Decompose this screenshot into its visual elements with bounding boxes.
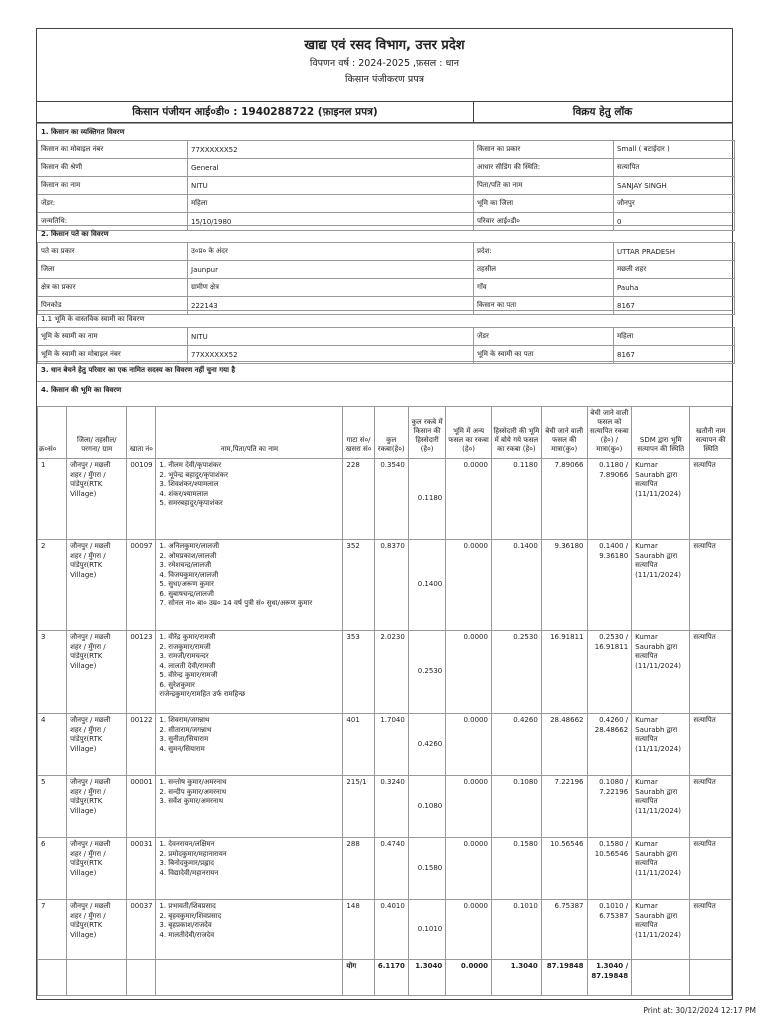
owner-names-cell [156, 776, 343, 838]
owner-name: 7. सोनल ना० बा० उम्र० 14 वर्ष पुत्री सं० सुधा/अरूण कुमार [159, 599, 313, 607]
gata-cell: 288 [343, 838, 374, 900]
sown-area-cell: 0.1080 [491, 776, 541, 838]
sdm-status-cell: Kumar Saurabh द्वारा सत्यापित (11/11/2024) [632, 631, 690, 714]
location-cell: जौनपुर / मछली शहर / मुँगरा / पांडेपुर(RTK Village) [67, 540, 127, 631]
field-label: जन्मतिथि: [38, 213, 188, 231]
field-value: NITU [188, 177, 474, 195]
share-cell: 0.2530 [408, 631, 445, 714]
registration-document [36, 28, 733, 1000]
land-details-table [37, 406, 732, 996]
total-area-cell: 1.7040 [374, 714, 408, 776]
share-cell: 0.1010 [408, 900, 445, 960]
other-crop-cell: 0.0000 [446, 714, 492, 776]
owner-names-cell [156, 714, 343, 776]
land-header-row [38, 407, 732, 459]
owner-name: 1. नीलम देवी/कृपाशंकर [159, 461, 222, 469]
land-column-header: भूमि में अन्य फसल का रकबा (हे०) [446, 407, 492, 459]
land-row [38, 459, 732, 540]
section-owner-title: 1.1 भूमि के वास्तविक स्वामी का विवरण [37, 310, 732, 327]
serial-cell: 5 [38, 776, 67, 838]
gata-cell: 401 [343, 714, 374, 776]
sdm-status-cell: Kumar Saurabh द्वारा सत्यापित (11/11/2024) [632, 838, 690, 900]
total-area-cell: 0.8370 [374, 540, 408, 631]
detail-row [38, 328, 735, 346]
field-value: महिला [188, 195, 474, 213]
owner-name: 3. बिनोदकुमार/प्रह्लाद [159, 859, 214, 867]
owner-name: 2. सन्दीप कुमार/अमरनाथ [159, 787, 227, 796]
owner-name: 4. शंकर/श्यामलाल [159, 489, 209, 498]
owner-name: 4. सुमन/सियाराम [159, 744, 205, 753]
land-column-header: SDM द्वारा भूमि सत्यापन की स्थिति [632, 407, 690, 459]
total-area-cell: 0.4740 [374, 838, 408, 900]
field-value: 8167 [614, 346, 735, 364]
section-nominee-title: 3. धान बेचने हेतु परिवार का एक नामित सदस्य का विवरण नहीं चुना गया है [37, 361, 732, 378]
total-area-cell: 0.4010 [374, 900, 408, 960]
field-value: SANJAY SINGH [614, 177, 735, 195]
owner-name: 4. विद्यादेवी/महानरायन [159, 868, 219, 877]
address-details-table [37, 242, 735, 315]
registration-id: किसान पंजीयन आई०डी० : 1940288722 (फ़ाइनल प्रपत्र) [37, 102, 474, 122]
field-value: 77XXXXXX52 [188, 141, 474, 159]
quantity-cell: 7.89066 [541, 459, 587, 540]
field-value: ग्रामीण क्षेत्र [188, 279, 474, 297]
quantity-cell: 10.56546 [541, 838, 587, 900]
land-column-header: कुल रकबे में किसान की हिस्सेदारी (हे०) [408, 407, 445, 459]
land-row [38, 838, 732, 900]
verified-cell: 0.2530 / 16.91811 [587, 631, 632, 714]
other-crop-sum: 0.0000 [446, 960, 492, 996]
field-value: 8167 [614, 297, 735, 315]
owner-name: 4. विजयकुमार/लालजी [159, 570, 219, 579]
quantity-cell: 28.48662 [541, 714, 587, 776]
owner-name: 1. अनिलकुमार/लालजी [159, 542, 220, 550]
print-timestamp: Print at: 30/12/2024 12:17 PM [643, 1006, 756, 1015]
land-column-header: हिस्सेदारी की भूमि में बोये गये फसल का रकबा (हे०) [491, 407, 541, 459]
field-label: जिला [38, 261, 188, 279]
total-area-cell: 0.3240 [374, 776, 408, 838]
owner-name: 5. वीरेन्द्र कुमार/रामजी [159, 671, 218, 679]
sdm-status-cell: Kumar Saurabh द्वारा सत्यापित (11/11/2024) [632, 714, 690, 776]
other-crop-cell: 0.0000 [446, 631, 492, 714]
share-cell: 0.4260 [408, 714, 445, 776]
share-sum: 1.3040 [408, 960, 445, 996]
serial-cell: 7 [38, 900, 67, 960]
detail-row [38, 243, 735, 261]
field-value: मछली शहर [614, 261, 735, 279]
empty-cell [632, 960, 690, 996]
khata-cell: 00097 [127, 540, 156, 631]
owner-name: 3. सुनीता/सियाराम [159, 735, 209, 743]
quantity-sum: 87.19848 [541, 960, 587, 996]
field-label: भूमि के स्वामी का मोबाइल नंबर [38, 346, 188, 364]
location-cell: जौनपुर / मछली शहर / मुँगरा / पांडेपुर(RTK Village) [67, 631, 127, 714]
owner-name: 3. रामजी/रामचन्दर [159, 652, 209, 660]
field-value: सत्यापित [614, 159, 735, 177]
total-area-cell: 0.3540 [374, 459, 408, 540]
khatauni-status-cell: सत्यापित [690, 838, 732, 900]
verified-cell: 0.1080 / 7.22196 [587, 776, 632, 838]
owner-name: 5. सुधा/अरूण कुमार [159, 580, 214, 588]
quantity-cell: 9.36180 [541, 540, 587, 631]
land-column-header: बेची जाने वाली फसल को सत्यापित रकबा (हे०) / मात्रा(कु०) [587, 407, 632, 459]
empty-cell [38, 960, 67, 996]
sdm-status-cell: Kumar Saurabh द्वारा सत्यापित (11/11/2024) [632, 776, 690, 838]
sown-area-cell: 0.1400 [491, 540, 541, 631]
serial-cell: 6 [38, 838, 67, 900]
owner-name: 1. वीरेंद्र कुमार/रामजी [159, 633, 216, 641]
empty-cell [156, 960, 343, 996]
land-column-header: क्र०सं० [38, 407, 67, 459]
sown-area-cell: 0.1180 [491, 459, 541, 540]
owner-name: 4. लालती देवी/रामजी [159, 661, 216, 670]
owner-names-cell [156, 540, 343, 631]
owner-names-cell [156, 838, 343, 900]
serial-cell: 2 [38, 540, 67, 631]
land-column-header: खाता नं० [127, 407, 156, 459]
owner-name: 6. सुबाषचन्द्र/लालजी [159, 589, 214, 598]
land-row [38, 631, 732, 714]
field-label: किसान का नाम [38, 177, 188, 195]
khatauni-status-cell: सत्यापित [690, 900, 732, 960]
field-value: Pauha [614, 279, 735, 297]
detail-row [38, 177, 735, 195]
field-label: भूमि के स्वामी का नाम [38, 328, 188, 346]
owner-name: 3. रमेशचन्द्र/लालजी [159, 561, 212, 569]
section-personal-title: 1. किसान का व्यक्तिगत विवरण [37, 123, 732, 140]
season-line: विपणन वर्ष : 2024-2025 ,फ़सल : धान [309, 58, 460, 69]
khatauni-status-cell: सत्यापित [690, 540, 732, 631]
owner-name: 6. सुरेशकुमार [159, 680, 195, 689]
field-value: Small ( बटाईदार ) [614, 141, 735, 159]
field-label: किसान की श्रेणी [38, 159, 188, 177]
gata-cell: 228 [343, 459, 374, 540]
sown-area-cell: 0.1580 [491, 838, 541, 900]
serial-cell: 4 [38, 714, 67, 776]
owner-name: 1. सन्तोष कुमार/अमरनाथ [159, 778, 227, 786]
total-area-cell: 2.0230 [374, 631, 408, 714]
land-column-header: खतौनी नाम सत्यापन की स्थिति [690, 407, 732, 459]
location-cell: जौनपुर / मछली शहर / मुँगरा / पांडेपुर(RTK Village) [67, 838, 127, 900]
land-row [38, 900, 732, 960]
field-value: उ०प्र० के अंदर [188, 243, 474, 261]
detail-row [38, 195, 735, 213]
field-label: परिवार आई०डी० [474, 213, 614, 231]
verified-cell: 0.1400 / 9.36180 [587, 540, 632, 631]
gata-cell: 353 [343, 631, 374, 714]
field-label: आधार सीडिंग की स्थिति: [474, 159, 614, 177]
field-label: गाँव [474, 279, 614, 297]
sdm-status-cell: Kumar Saurabh द्वारा सत्यापित (11/11/2024) [632, 459, 690, 540]
quantity-cell: 7.22196 [541, 776, 587, 838]
khata-cell: 00109 [127, 459, 156, 540]
field-value: जौनपुर [614, 195, 735, 213]
serial-cell: 1 [38, 459, 67, 540]
empty-cell [690, 960, 732, 996]
field-value: General [188, 159, 474, 177]
gata-cell: 352 [343, 540, 374, 631]
land-column-header: नाम,पिता/पति का नाम [156, 407, 343, 459]
lock-status: विक्रय हेतु लॉक [572, 106, 633, 118]
sown-area-cell: 0.4260 [491, 714, 541, 776]
land-row [38, 540, 732, 631]
field-label: पिता/पति का नाम [474, 177, 614, 195]
field-label: किसान का प्रकार [474, 141, 614, 159]
other-crop-cell: 0.0000 [446, 540, 492, 631]
owner-name: 3. बृहप्रकाश/राजदेव [159, 921, 212, 929]
field-value: 77XXXXXX52 [188, 346, 474, 364]
verified-cell: 0.4260 / 28.48662 [587, 714, 632, 776]
field-value: UTTAR PRADESH [614, 243, 735, 261]
verified-cell: 0.1180 / 7.89066 [587, 459, 632, 540]
land-row [38, 714, 732, 776]
other-crop-cell: 0.0000 [446, 900, 492, 960]
land-column-header: गाटा सं०/ खसरा सं० [343, 407, 374, 459]
owner-name: 1. प्रभावती/शिवप्रसाद [159, 902, 216, 910]
other-crop-cell: 0.0000 [446, 776, 492, 838]
other-crop-cell: 0.0000 [446, 459, 492, 540]
field-label: किसान का पता [474, 297, 614, 315]
owner-name: 2. राजकुमार/रामजी [159, 642, 211, 651]
field-label: प्रदेश: [474, 243, 614, 261]
khata-cell: 00037 [127, 900, 156, 960]
serial-cell: 3 [38, 631, 67, 714]
owner-name: 5. समरबहादुर/कृपाशंकर [159, 499, 223, 507]
share-cell: 0.1180 [408, 459, 445, 540]
sown-area-cell: 0.1010 [491, 900, 541, 960]
detail-row [38, 261, 735, 279]
share-cell: 0.1400 [408, 540, 445, 631]
field-value: 0 [614, 213, 735, 231]
location-cell: जौनपुर / मछली शहर / मुँगरा / पांडेपुर(RTK Village) [67, 459, 127, 540]
total-label: योग [343, 960, 374, 996]
field-value: 15/10/1980 [188, 213, 474, 231]
khata-cell: 00123 [127, 631, 156, 714]
location-cell: जौनपुर / मछली शहर / मुँगरा / पांडेपुर(RTK Village) [67, 900, 127, 960]
verified-cell: 0.1580 / 10.56546 [587, 838, 632, 900]
field-value: Jaunpur [188, 261, 474, 279]
empty-cell [67, 960, 127, 996]
department-title: खाद्य एवं रसद विभाग, उत्तर प्रदेश [304, 38, 465, 53]
owner-name: राजेन्द्रकुमार/रामहित उर्फ रामहिन्छ [159, 690, 246, 698]
khatauni-status-cell: सत्यापित [690, 776, 732, 838]
location-cell: जौनपुर / मछली शहर / मुँगरा / पांडेपुर(RTK Village) [67, 714, 127, 776]
other-crop-cell: 0.0000 [446, 838, 492, 900]
location-cell: जौनपुर / मछली शहर / मुँगरा / पांडेपुर(RTK Village) [67, 776, 127, 838]
field-label: किसान का मोबाइल नंबर [38, 141, 188, 159]
khatauni-status-cell: सत्यापित [690, 631, 732, 714]
field-label: पिनकोड [38, 297, 188, 315]
sdm-status-cell: Kumar Saurabh द्वारा सत्यापित (11/11/2024) [632, 900, 690, 960]
owner-names-cell [156, 900, 343, 960]
sdm-status-cell: Kumar Saurabh द्वारा सत्यापित (11/11/2024) [632, 540, 690, 631]
khatauni-status-cell: सत्यापित [690, 714, 732, 776]
owner-name: 2. भूपेन्द्र बहादुर/कृपाशंकर [159, 470, 228, 479]
owner-name: 2. बृहवकुमार/शिवप्रसाद [159, 911, 222, 920]
detail-row [38, 279, 735, 297]
owner-name: 2. प्रमोदकुमार/महानारायन [159, 849, 227, 858]
field-label: तहसील [474, 261, 614, 279]
owner-name: 2. सीताराम/जगन्नाथ [159, 725, 212, 734]
registration-bar [37, 101, 732, 123]
field-label: भूमि के स्वामी का पता [474, 346, 614, 364]
quantity-cell: 6.75387 [541, 900, 587, 960]
land-column-header: बेची जाने वाली फसल की मात्रा(कु०) [541, 407, 587, 459]
khata-cell: 00122 [127, 714, 156, 776]
form-title: किसान पंजीकरण प्रपत्र [345, 74, 424, 85]
khata-cell: 00001 [127, 776, 156, 838]
total-area-sum: 6.1170 [374, 960, 408, 996]
sown-area-cell: 0.2530 [491, 631, 541, 714]
field-label: क्षेत्र का प्रकार [38, 279, 188, 297]
owner-name: 3. शिवशंकर/श्यामलाल [159, 480, 219, 488]
land-row [38, 776, 732, 838]
verified-cell: 0.1010 / 6.75387 [587, 900, 632, 960]
gata-cell: 215/1 [343, 776, 374, 838]
owner-name: 1. देवनरायन/लक्षिमन [159, 840, 215, 848]
owner-name: 3. सर्वेश कुमार/अमरनाथ [159, 797, 224, 805]
section-land-title: 4. किसान की भूमि का विवरण [37, 381, 732, 398]
detail-row [38, 159, 735, 177]
section-address-title: 2. किसान पते का विवरण [37, 225, 732, 242]
share-cell: 0.1580 [408, 838, 445, 900]
sown-area-sum: 1.3040 [491, 960, 541, 996]
field-label: पते का प्रकार [38, 243, 188, 261]
personal-details-table [37, 140, 735, 231]
quantity-cell: 16.91811 [541, 631, 587, 714]
owner-name: 2. ओमप्रकाश/लालजी [159, 551, 217, 560]
land-column-header: कुल रकबा(हे०) [374, 407, 408, 459]
field-label: जेंडर [474, 328, 614, 346]
share-cell: 0.1080 [408, 776, 445, 838]
land-column-header: जिला/ तहसील/ परगना/ ग्राम [67, 407, 127, 459]
field-value: NITU [188, 328, 474, 346]
field-label: जेंडर: [38, 195, 188, 213]
owner-details-table [37, 327, 735, 364]
khata-cell: 00031 [127, 838, 156, 900]
verified-sum: 1.3040 / 87.19848 [587, 960, 632, 996]
gata-cell: 148 [343, 900, 374, 960]
detail-row [38, 141, 735, 159]
owner-name: 4. मालतीदेवी/राजदेव [159, 930, 215, 939]
owner-names-cell [156, 459, 343, 540]
owner-name: 1. शिवराम/जगन्नाथ [159, 716, 210, 724]
owner-names-cell [156, 631, 343, 714]
field-value: महिला [614, 328, 735, 346]
empty-cell [127, 960, 156, 996]
khatauni-status-cell: सत्यापित [690, 459, 732, 540]
field-value: 222143 [188, 297, 474, 315]
field-label: भूमि का जिला [474, 195, 614, 213]
total-row [38, 960, 732, 996]
